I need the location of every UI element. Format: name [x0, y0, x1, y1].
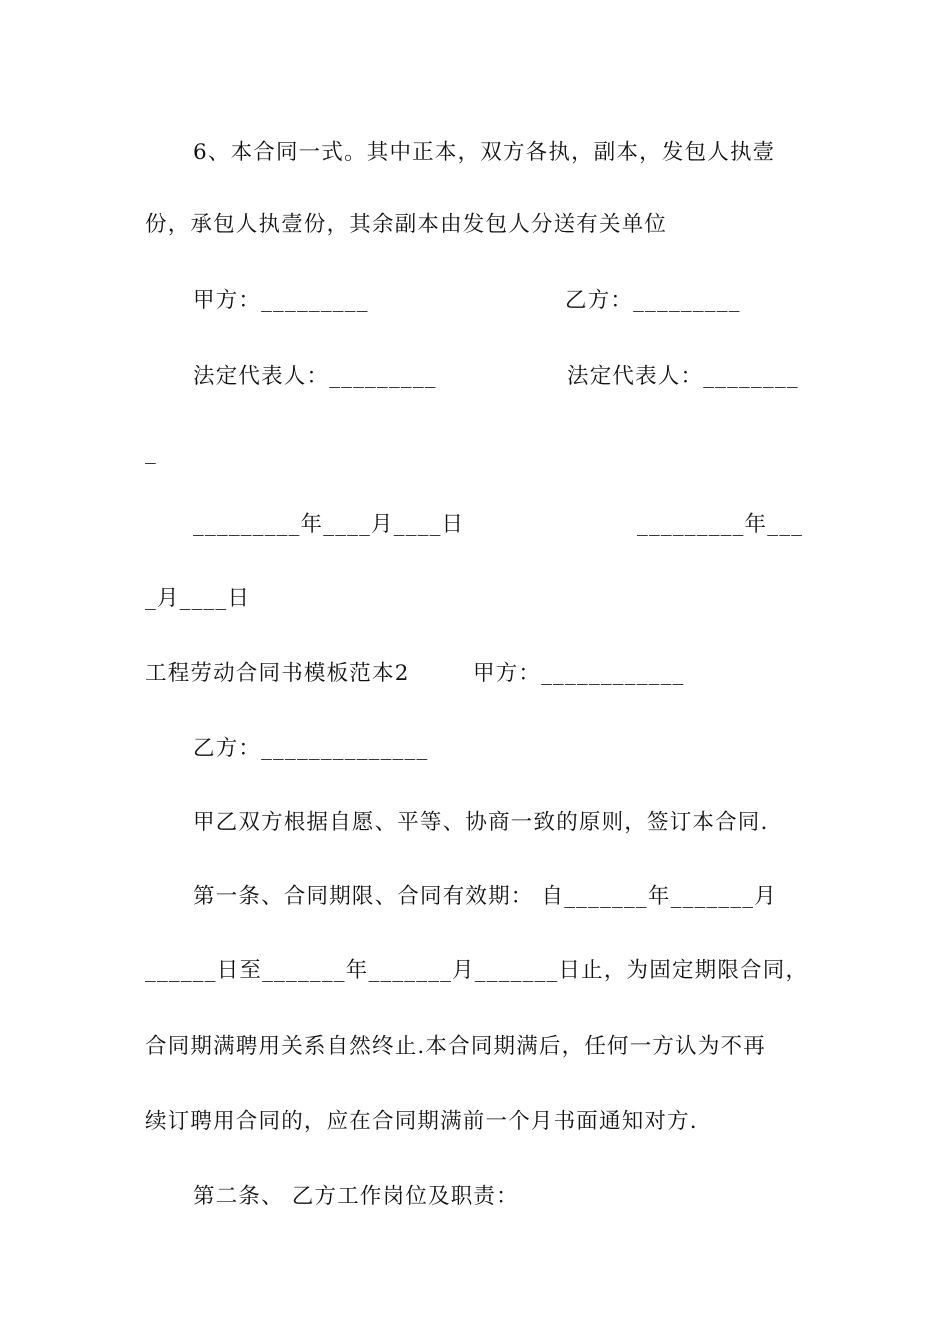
article-1-line-3: 合同期满聘用关系自然终止.本合同期满后，任何一方认为不再: [145, 1034, 766, 1059]
preamble: 甲乙双方根据自愿、平等、协商一致的原则，签订本合同.: [193, 810, 769, 835]
article-2-heading: 第二条、 乙方工作岗位及职责：: [193, 1184, 519, 1209]
party-a-signature: 甲方：_________: [193, 288, 369, 313]
party-a-legal-rep: 法定代表人：_________: [193, 364, 437, 389]
section-title: 工程劳动合同书模板范本2: [145, 661, 410, 686]
article-1-line-1: 第一条、合同期限、合同有效期： 自_______年_______月: [193, 884, 777, 909]
party-a-date: _________年____月____日: [193, 512, 465, 537]
contract-party-b: 乙方：______________: [193, 736, 429, 761]
party-b-legal-rep-overflow: _: [145, 440, 157, 465]
article-1-line-4: 续订聘用合同的，应在合同期满前一个月书面通知对方.: [145, 1109, 698, 1134]
clause-6-line-1: 6、本合同一式。其中正本，双方各执，副本，发包人执壹: [193, 140, 776, 165]
party-b-legal-rep: 法定代表人：________: [567, 364, 799, 389]
party-b-date-overflow: _月____日: [145, 586, 251, 611]
party-b-signature: 乙方：_________: [565, 288, 741, 313]
clause-6-line-2: 份，承包人执壹份，其余副本由发包人分送有关单位: [145, 212, 668, 237]
party-b-date: _________年___: [637, 512, 804, 537]
contract-party-a: 甲方：____________: [473, 661, 685, 686]
article-1-line-2: ______日至_______年_______月_______日止，为固定期限合同，: [145, 958, 809, 983]
